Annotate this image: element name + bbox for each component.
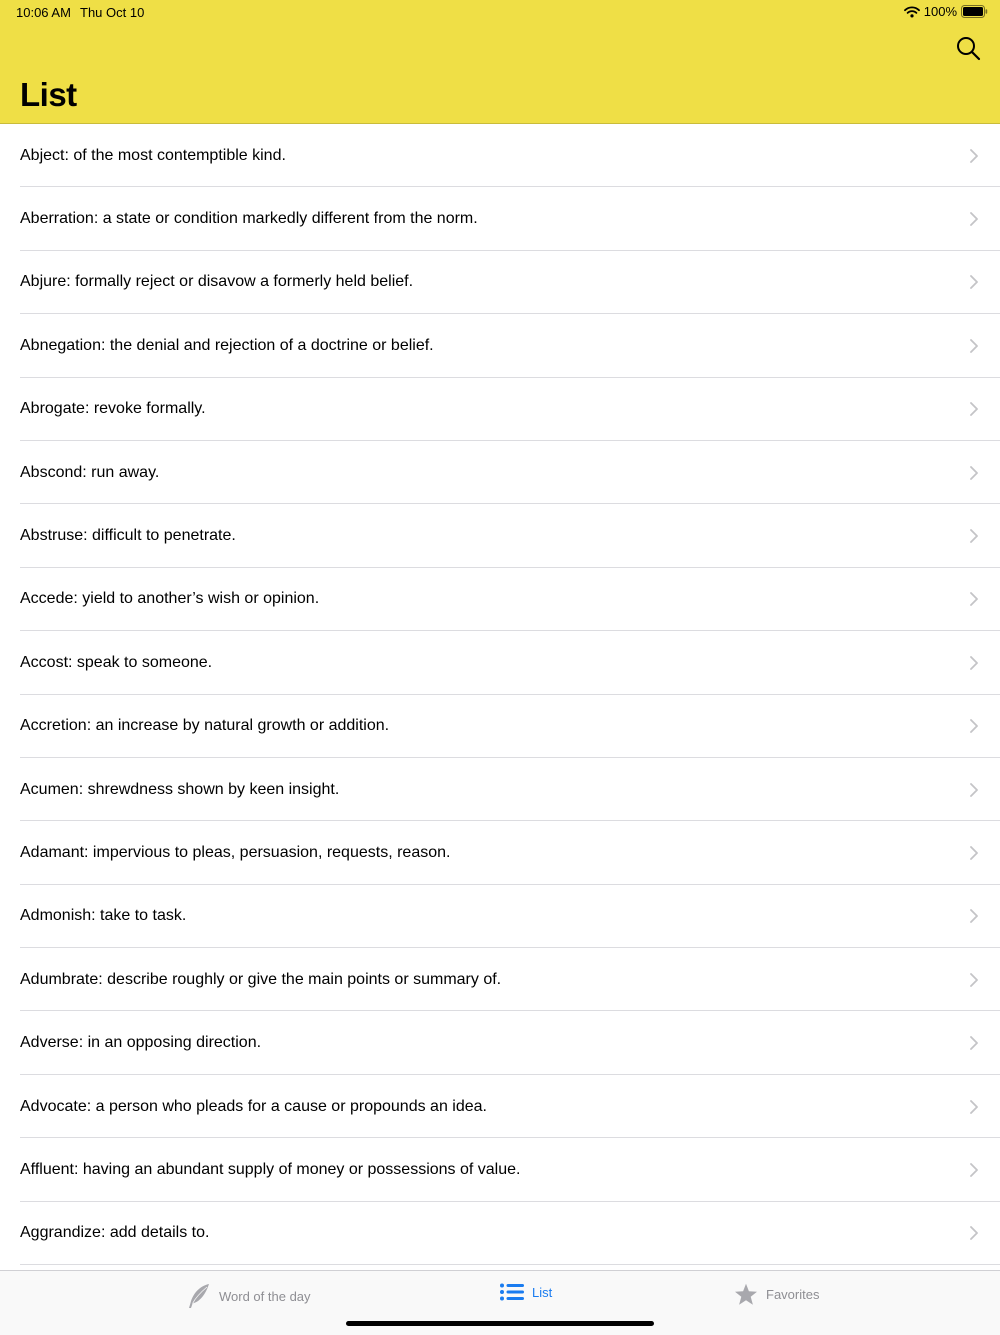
chevron-right-icon xyxy=(970,339,978,353)
chevron-right-icon xyxy=(970,592,978,606)
list-item-label: Aberration: a state or condition markedly different from the norm. xyxy=(20,210,478,228)
quill-icon xyxy=(187,1283,211,1309)
list-item[interactable] xyxy=(0,1011,1000,1074)
list-item-label: Admonish: take to task. xyxy=(20,907,187,925)
chevron-right-icon xyxy=(970,275,978,289)
home-indicator[interactable] xyxy=(346,1321,654,1326)
battery-icon xyxy=(961,5,988,18)
nav-header xyxy=(0,0,1000,124)
chevron-right-icon xyxy=(970,466,978,480)
list-item[interactable] xyxy=(0,631,1000,694)
row-divider xyxy=(20,1264,1000,1265)
list-item[interactable] xyxy=(0,1075,1000,1138)
chevron-right-icon xyxy=(970,973,978,987)
list-item[interactable] xyxy=(0,378,1000,441)
list-item-label: Adumbrate: describe roughly or give the main points or summary of. xyxy=(20,970,502,988)
tab-label-list: List xyxy=(532,1284,553,1300)
list-item[interactable] xyxy=(0,948,1000,1011)
list-item-label: Abject: of the most contemptible kind. xyxy=(20,146,286,164)
list-item[interactable] xyxy=(0,187,1000,250)
chevron-right-icon xyxy=(970,212,978,226)
list-item-label: Accede: yield to another’s wish or opinion. xyxy=(20,590,320,608)
list-item-label: Acumen: shrewdness shown by keen insight. xyxy=(20,780,340,798)
chevron-right-icon xyxy=(970,1036,978,1050)
star-icon xyxy=(734,1283,758,1306)
chevron-right-icon xyxy=(970,1226,978,1240)
list-icon xyxy=(500,1283,524,1301)
status-date: Thu Oct 10 xyxy=(80,5,145,20)
chevron-right-icon xyxy=(970,656,978,670)
battery-percent: 100% xyxy=(923,4,957,19)
wifi-icon xyxy=(904,6,920,18)
list-item-label: Abstruse: difficult to penetrate. xyxy=(20,527,236,545)
list-item[interactable] xyxy=(0,314,1000,377)
list-item-label: Abscond: run away. xyxy=(20,463,160,481)
tab-label-word-of-the-day: Word of the day xyxy=(219,1288,311,1304)
list-item-label: Abnegation: the denial and rejection of a doctrine or belief. xyxy=(20,336,434,354)
list-item-label: Adverse: in an opposing direction. xyxy=(20,1034,262,1052)
list-item[interactable] xyxy=(0,758,1000,821)
list-item[interactable] xyxy=(0,124,1000,187)
list-item[interactable] xyxy=(0,1138,1000,1201)
status-indicators xyxy=(904,4,988,19)
tab-word-of-the-day[interactable] xyxy=(187,1283,311,1309)
chevron-right-icon xyxy=(970,1100,978,1114)
list-item-label: Abjure: formally reject or disavow a formerly held belief. xyxy=(20,273,414,291)
list-item[interactable] xyxy=(0,568,1000,631)
search-button[interactable] xyxy=(954,34,982,62)
status-bar xyxy=(0,0,1000,24)
list-item[interactable] xyxy=(0,695,1000,758)
status-time: 10:06 AM xyxy=(16,5,71,20)
list-item-label: Adamant: impervious to pleas, persuasion, requests, reason. xyxy=(20,843,451,861)
chevron-right-icon xyxy=(970,149,978,163)
page-title: List xyxy=(20,76,77,113)
list-item-label: Advocate: a person who pleads for a cause or propounds an idea. xyxy=(20,1097,487,1115)
chevron-right-icon xyxy=(970,846,978,860)
chevron-right-icon xyxy=(970,719,978,733)
list-item[interactable] xyxy=(0,1202,1000,1265)
search-icon xyxy=(954,34,982,62)
list-item[interactable] xyxy=(0,885,1000,948)
list-item-label: Abrogate: revoke formally. xyxy=(20,400,206,418)
chevron-right-icon xyxy=(970,1163,978,1177)
chevron-right-icon xyxy=(970,402,978,416)
list-item[interactable] xyxy=(0,504,1000,567)
list-item[interactable] xyxy=(0,821,1000,884)
chevron-right-icon xyxy=(970,783,978,797)
list-item-label: Aggrandize: add details to. xyxy=(20,1224,210,1242)
chevron-right-icon xyxy=(970,909,978,923)
list-item-label: Affluent: having an abundant supply of money or possessions of value. xyxy=(20,1160,521,1178)
tab-favorites[interactable] xyxy=(734,1283,819,1306)
tab-list[interactable] xyxy=(500,1283,552,1301)
list-item[interactable] xyxy=(0,251,1000,314)
tab-label-favorites: Favorites xyxy=(766,1287,820,1302)
list-item-label: Accost: speak to someone. xyxy=(20,653,213,671)
list-item[interactable] xyxy=(0,441,1000,504)
word-list xyxy=(0,124,1000,1270)
chevron-right-icon xyxy=(970,529,978,543)
list-item-label: Accretion: an increase by natural growth or addition. xyxy=(20,717,390,735)
